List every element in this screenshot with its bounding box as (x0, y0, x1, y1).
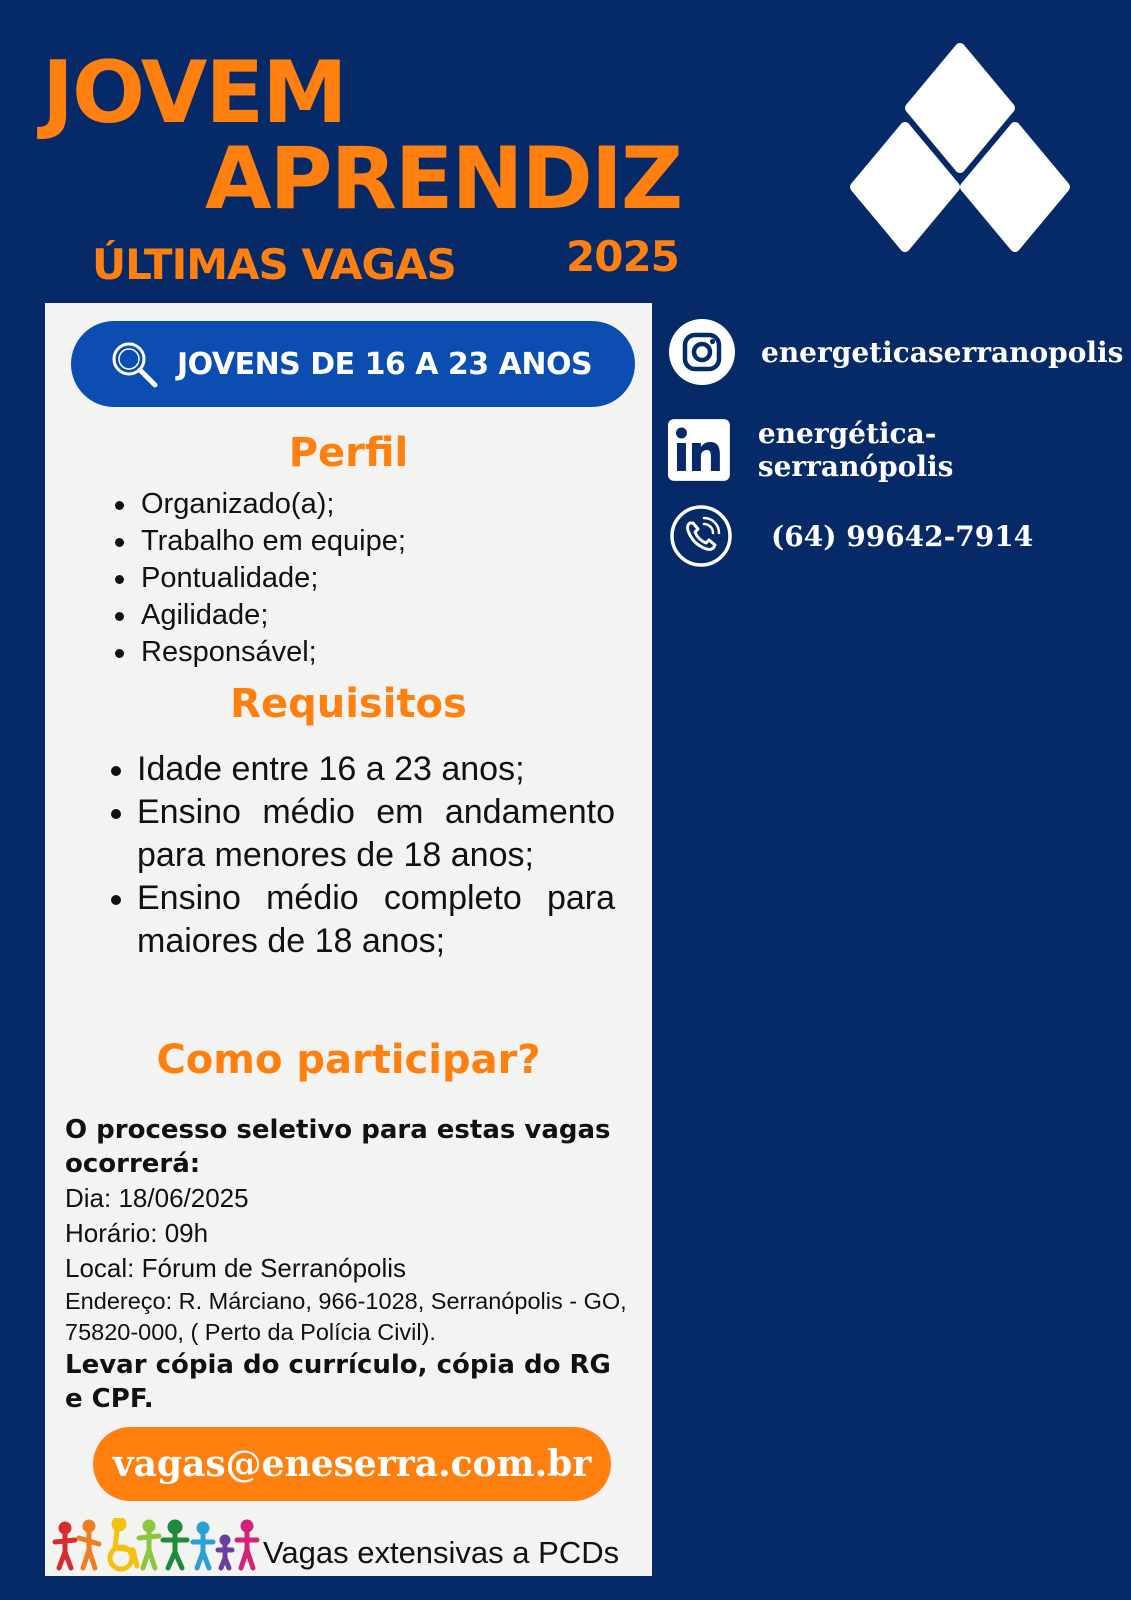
year-label: 2025 (566, 232, 679, 281)
title-aprendiz: APRENDIZ (205, 129, 682, 229)
process-location: Local: Fórum de Serranópolis (65, 1253, 407, 1283)
phone-row[interactable] (668, 503, 1033, 569)
linkedin-icon (668, 419, 730, 481)
list-item: Idade entre 16 a 23 anos; (105, 748, 615, 791)
instagram-handle[interactable]: energeticaserranopolis (761, 335, 1124, 369)
linkedin-handle[interactable]: energética-serranópolis (757, 417, 954, 483)
linkedin-row[interactable] (668, 417, 1131, 483)
subtitle-ultimas-vagas: ÚLTIMAS VAGAS (92, 240, 456, 289)
phone-number[interactable]: (64) 99642-7914 (771, 519, 1034, 553)
list-item: Ensino médio completo para maiores de 18 anos; (105, 877, 615, 963)
list-item: Ensino médio em andamento para menores de 18 anos; (105, 791, 615, 877)
title-jovem: JOVEM (42, 43, 346, 143)
info-card (45, 303, 652, 1576)
email-button[interactable]: vagas@eneserra.com.br (93, 1427, 611, 1501)
instagram-icon (668, 318, 736, 386)
list-item: Pontualidade; (109, 560, 629, 597)
age-pill (71, 321, 635, 407)
requisitos-list (105, 748, 615, 963)
process-documents: Levar cópia do currículo, cópia do RG e CPF. (65, 1350, 611, 1414)
list-item: Trabalho em equipe; (109, 523, 629, 560)
instagram-row[interactable] (668, 318, 1123, 386)
age-pill-label: JOVENS DE 16 A 23 ANOS (177, 346, 593, 382)
list-item: Responsável; (109, 634, 629, 671)
como-participar-title: Como participar? (156, 1037, 541, 1083)
process-date: Dia: 18/06/2025 (65, 1183, 249, 1213)
list-item: Organizado(a); (109, 486, 629, 523)
pcd-label: Vagas extensivas a PCDs (263, 1535, 620, 1570)
process-info (65, 1113, 635, 1416)
process-address: Endereço: R. Márciano, 966-1028, Serranópolis - GO, 75820-000, ( Perto da Polícia Civil). (65, 1288, 627, 1345)
phone-icon (668, 503, 734, 569)
search-icon (109, 339, 159, 389)
diamond-logo-icon (850, 40, 1070, 260)
list-item: Agilidade; (109, 597, 629, 634)
process-intro: O processo seletivo para estas vagas ocorrerá: (65, 1115, 611, 1179)
perfil-title: Perfil (288, 430, 409, 476)
process-time: Horário: 09h (65, 1218, 209, 1248)
perfil-list (109, 486, 629, 671)
requisitos-title: Requisitos (230, 681, 467, 727)
